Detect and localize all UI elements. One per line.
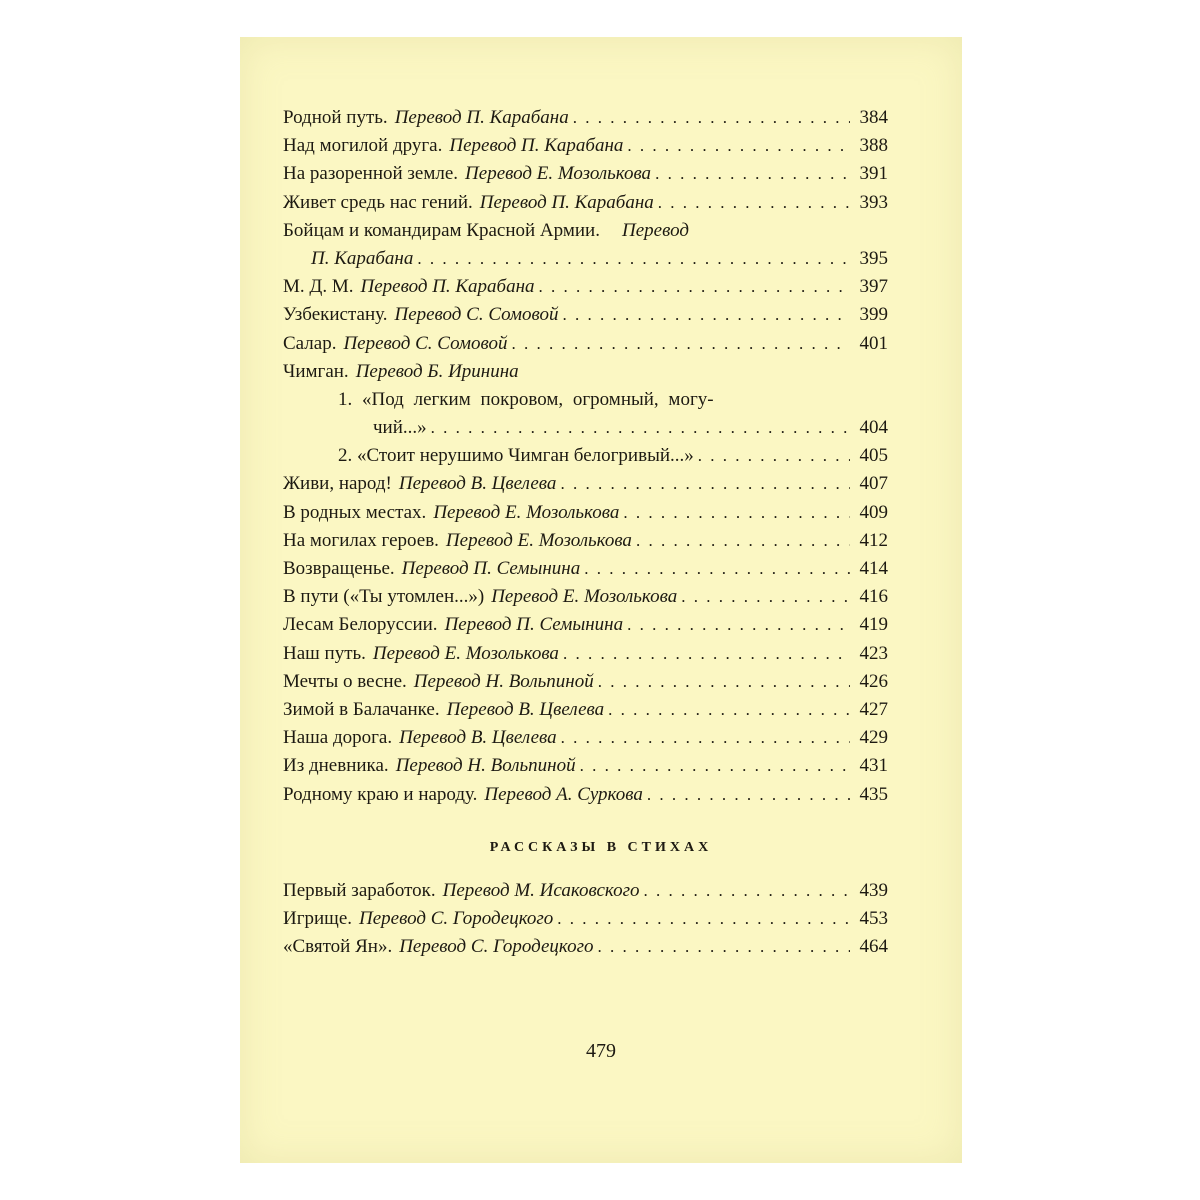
toc-entry [283, 555, 888, 583]
leader-dots [655, 160, 850, 188]
entry-title: Наша дорога. [283, 727, 393, 749]
entry-page: 427 [859, 698, 888, 720]
leader-dots [598, 933, 851, 961]
entry-translator: Перевод А. Суркова [484, 783, 643, 805]
entry-title: Бойцам и командирам Красной Армии. [283, 219, 600, 241]
entry-translator: Перевод С. Городецкого [359, 908, 554, 930]
entry-translator: Перевод В. Цвелева [398, 473, 557, 495]
toc-entry [283, 527, 888, 555]
table-of-contents [283, 104, 888, 809]
entry-title: Из дневника. [283, 755, 389, 777]
entry-page: 391 [859, 163, 888, 185]
leader-dots [560, 470, 850, 498]
entry-page: 464 [859, 936, 888, 958]
entry-page: 416 [859, 586, 888, 608]
entry-translator: Перевод П. Карабана [394, 107, 569, 128]
entry-title: На разоренной земле. [283, 163, 459, 185]
leader-dots [539, 273, 850, 301]
entry-translator: Перевод П. Карабана [360, 276, 535, 298]
entry-translator: Перевод Е. Мозолькова [433, 501, 620, 523]
section-heading: РАССКАЗЫ В СТИХАХ [489, 840, 713, 855]
toc-entry [283, 933, 888, 961]
leader-dots [431, 414, 850, 442]
leader-dots [561, 724, 850, 752]
entry-page: 435 [859, 783, 888, 805]
leader-dots [681, 583, 850, 611]
entry-translator: П. Карабана [311, 247, 414, 269]
toc-entry [283, 330, 888, 358]
entry-translator: Перевод С. Сомовой [394, 304, 559, 326]
toc-subentry [283, 442, 888, 470]
entry-title: Живи, народ! [283, 473, 392, 495]
toc-entry [283, 724, 888, 752]
leader-dots [557, 905, 850, 933]
entry-title: Чимган. [283, 360, 349, 382]
toc-entry [283, 877, 888, 905]
entry-title: Узбекистану. [283, 304, 388, 326]
entry-translator: Перевод П. Карабана [449, 135, 624, 157]
leader-dots [563, 640, 850, 668]
leader-dots [644, 877, 851, 905]
entry-translator: Перевод Н. Вольпиной [395, 755, 576, 777]
leader-dots [580, 752, 850, 780]
leader-dots [658, 189, 850, 217]
toc-entry [283, 160, 888, 188]
entry-translator: Перевод Е. Мозолькова [372, 642, 559, 664]
entry-title: чий...» [373, 417, 427, 439]
entry-page: 404 [859, 417, 888, 439]
entry-title: Игрище. [283, 908, 352, 930]
leader-dots [417, 245, 850, 273]
toc-entry [283, 470, 888, 498]
entry-page: 409 [859, 501, 888, 523]
leader-dots [623, 499, 850, 527]
entry-translator: Перевод [621, 219, 689, 241]
entry-title: Салар. [283, 332, 337, 354]
entry-title: Зимой в Балачанке. [283, 698, 440, 720]
entry-page: 395 [859, 247, 888, 269]
entry-title: Над могилой друга. [283, 135, 443, 157]
entry-page: 401 [859, 332, 888, 354]
toc-entry [283, 781, 888, 809]
entry-page: 399 [859, 304, 888, 326]
entry-translator: Перевод М. Исаковского [442, 880, 640, 901]
toc-entry [283, 640, 888, 668]
leader-dots [627, 132, 850, 160]
entry-translator: Перевод В. Цвелева [399, 727, 557, 749]
toc-entry [283, 499, 888, 527]
entry-title: На могилах героев. [283, 529, 439, 551]
entry-title: 1. «Под легким покровом, огромный, могу- [338, 388, 714, 410]
entry-page: 426 [859, 670, 888, 692]
entry-title: Живет средь нас гений. [283, 191, 473, 213]
entry-translator: Перевод С. Сомовой [343, 332, 508, 354]
leader-dots [647, 781, 850, 809]
entry-translator: Перевод Н. Вольпиной [413, 670, 594, 692]
leader-dots [608, 696, 850, 724]
entry-title: 2. «Стоит нерушимо Чимган белогривый...» [338, 445, 694, 467]
entry-translator: Перевод Е. Мозолькова [465, 163, 652, 185]
entry-translator: Перевод С. Городецкого [399, 936, 594, 958]
toc-subentry-continuation [283, 414, 888, 442]
entry-page: 419 [859, 614, 888, 636]
entry-page: 453 [859, 908, 888, 930]
entry-page: 429 [859, 727, 888, 749]
toc-entry [283, 611, 888, 639]
entry-page: 412 [859, 529, 888, 551]
toc-entry-continuation [283, 245, 888, 273]
toc-entry [283, 752, 888, 780]
entry-title: Наш путь. [283, 642, 366, 664]
leader-dots [598, 668, 850, 696]
toc-entry [283, 132, 888, 160]
leader-dots [636, 527, 850, 555]
table-of-contents-section-2 [283, 877, 888, 962]
leader-dots [584, 555, 850, 583]
entry-page: 423 [859, 642, 888, 664]
page-number: 479 [586, 1040, 616, 1062]
leader-dots [698, 442, 850, 470]
entry-page: 431 [859, 755, 888, 777]
toc-entry [283, 696, 888, 724]
toc-entry [283, 583, 888, 611]
entry-translator: Перевод Б. Иринина [355, 360, 519, 382]
leader-dots [627, 611, 850, 639]
leader-dots [573, 104, 850, 132]
entry-title: Мечты о весне. [283, 670, 407, 692]
entry-translator: Перевод В. Цвелева [446, 698, 605, 720]
entry-page: 407 [859, 473, 888, 495]
entry-title: Первый заработок. [283, 880, 436, 901]
toc-entry [283, 217, 888, 245]
entry-translator: Перевод П. Карабана [479, 191, 654, 213]
entry-translator: Перевод П. Семынина [444, 614, 624, 636]
leader-dots [563, 301, 850, 329]
entry-title: М. Д. М. [283, 276, 354, 298]
entry-title: Лесам Белоруссии. [283, 614, 438, 636]
entry-title: Родной путь. [283, 107, 388, 128]
entry-translator: Перевод Е. Мозолькова [445, 529, 632, 551]
entry-title: В родных местах. [283, 501, 427, 523]
entry-page: 393 [859, 191, 888, 213]
entry-title: «Святой Ян». [283, 936, 393, 958]
entry-title: Возвращенье. [283, 558, 395, 579]
entry-translator: Перевод П. Семынина [401, 558, 581, 579]
entry-title: В пути («Ты утомлен...») [283, 586, 485, 608]
toc-entry [283, 104, 888, 132]
entry-page: 397 [859, 276, 888, 298]
entry-page: 414 [859, 558, 888, 579]
toc-entry [283, 273, 888, 301]
entry-title: Родному краю и народу. [283, 783, 478, 805]
leader-dots [512, 330, 850, 358]
entry-page: 388 [859, 135, 888, 157]
entry-page: 405 [859, 445, 888, 467]
toc-entry [283, 668, 888, 696]
entry-page: 384 [859, 107, 888, 128]
toc-entry [283, 358, 888, 386]
toc-entry [283, 905, 888, 933]
toc-entry [283, 189, 888, 217]
toc-subentry [283, 386, 888, 414]
toc-entry [283, 301, 888, 329]
entry-translator: Перевод Е. Мозолькова [491, 586, 678, 608]
entry-page: 439 [859, 880, 888, 901]
